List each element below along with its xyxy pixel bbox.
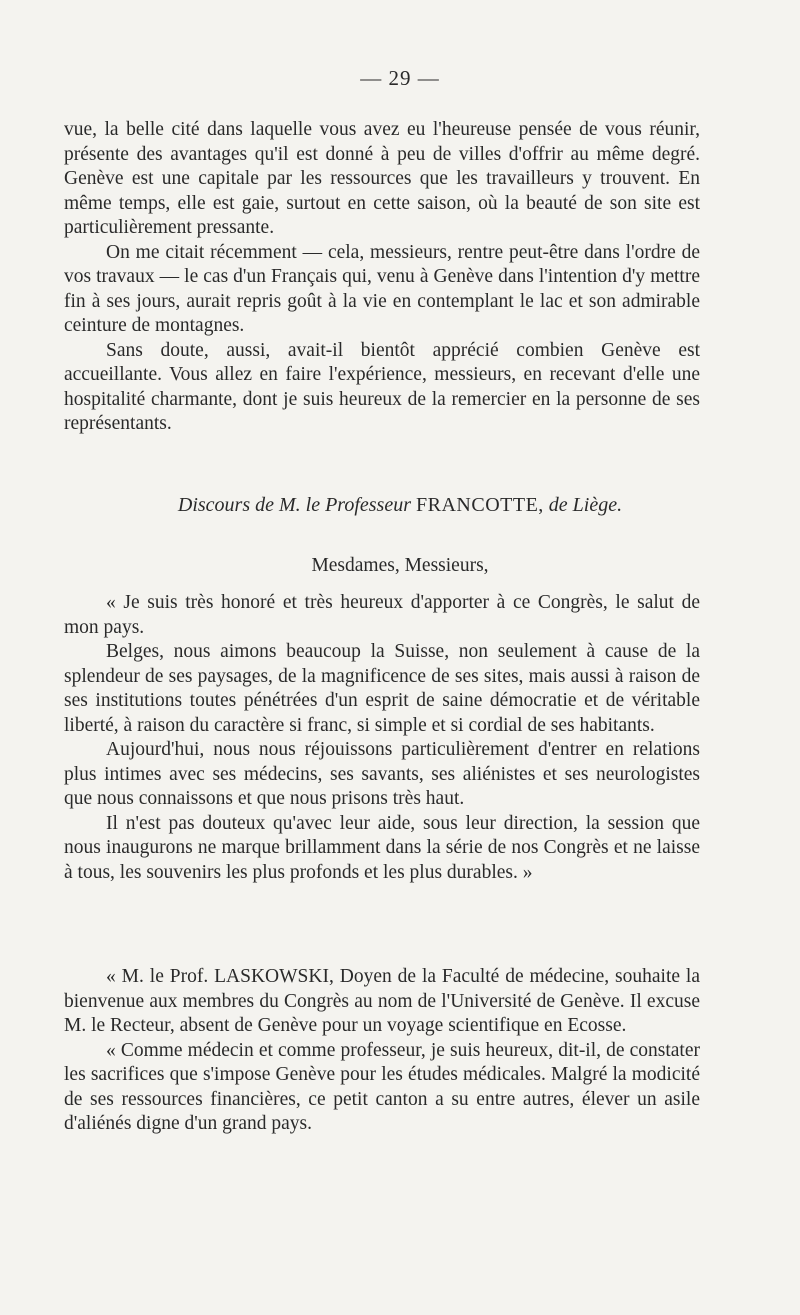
heading-intro: Discours de M. le Professeur — [177, 494, 411, 516]
paragraph: Sans doute, aussi, avait-il bientôt apprécié combien Genève est accueillante. Vous allez en faire l'expérience, messieurs, en recevant d'elle une hospitalité charmante, dont je suis heureux de la remercier en la personne de ses représentants. — [64, 339, 700, 434]
paragraph: « M. le Prof. LASKOWSKI, Doyen de la Faculté de médecine, souhaite la bienvenue aux membres du Congrès au nom de l'Université de Genève. Il excuse M. le Recteur, absent de Genève pour un voyage scientifique en Ecosse. — [64, 966, 700, 1036]
speech-text-block — [64, 591, 700, 885]
opening-text-block — [64, 118, 700, 437]
paragraph: Belges, nous aimons beaucoup la Suisse, non seulement à cause de la splendeur de ses paysages, de la magnificence de ses sites, mais aussi à raison de ses institutions toutes pénétrées d'un esprit de saine démocratie et de véritable liberté, à raison du caractère si franc, si simple et si cordial de ses habitants. — [64, 641, 700, 736]
paragraph: « Comme médecin et comme professeur, je suis heureux, dit-il, de constater les sacrifices que s'impose Genève pour les études médicales. Malgré la modicité de ses ressources financières, ce petit canton a su entre autres, élever un asile d'aliénés digne d'un grand pays. — [64, 1039, 700, 1134]
paragraph: Aujourd'hui, nous nous réjouissons particulièrement d'entrer en relations plus intimes avec ses médecins, ses savants, ses aliénistes et ses neurologistes que nous connaissons et que nous prisons très haut. — [64, 739, 700, 809]
closing-text-block — [64, 965, 700, 1137]
paragraph: vue, la belle cité dans laquelle vous avez eu l'heureuse pensée de vous réunir, présente des avantages qu'il est donné à peu de villes d'offrir au même degré. Genève est une capitale par les ressources que les travailleurs y trouvent. En même temps, elle est gaie, surtout en cette saison, où la beauté de son site est particulièrement pressante. — [64, 119, 700, 238]
heading-speaker-name: FRANCOTTE, — [416, 494, 544, 516]
page-number: — 29 — — [360, 66, 440, 90]
paragraph: On me citait récemment — cela, messieurs, rentre peut-être dans l'ordre de vos travaux — le cas d'un Français qui, venu à Genève dans l'intention d'y mettre fin à ses jours, aurait repris goût à la vie en contemplant le lac et son admirable ceinture de montagnes. — [64, 241, 700, 336]
salutation: Mesdames, Messieurs, — [311, 555, 489, 576]
paragraph: « Je suis très honoré et très heureux d'apporter à ce Congrès, le salut de mon pays. — [64, 592, 700, 638]
section-heading — [0, 494, 800, 517]
heading-origin: de Liège. — [548, 494, 623, 516]
paragraph: Il n'est pas douteux qu'avec leur aide, sous leur direction, la session que nous inaugurons ne marque brillamment dans la série de nos Congrès et ne laisse à tous, les souvenirs les plus profonds et les plus durables. » — [64, 812, 700, 883]
